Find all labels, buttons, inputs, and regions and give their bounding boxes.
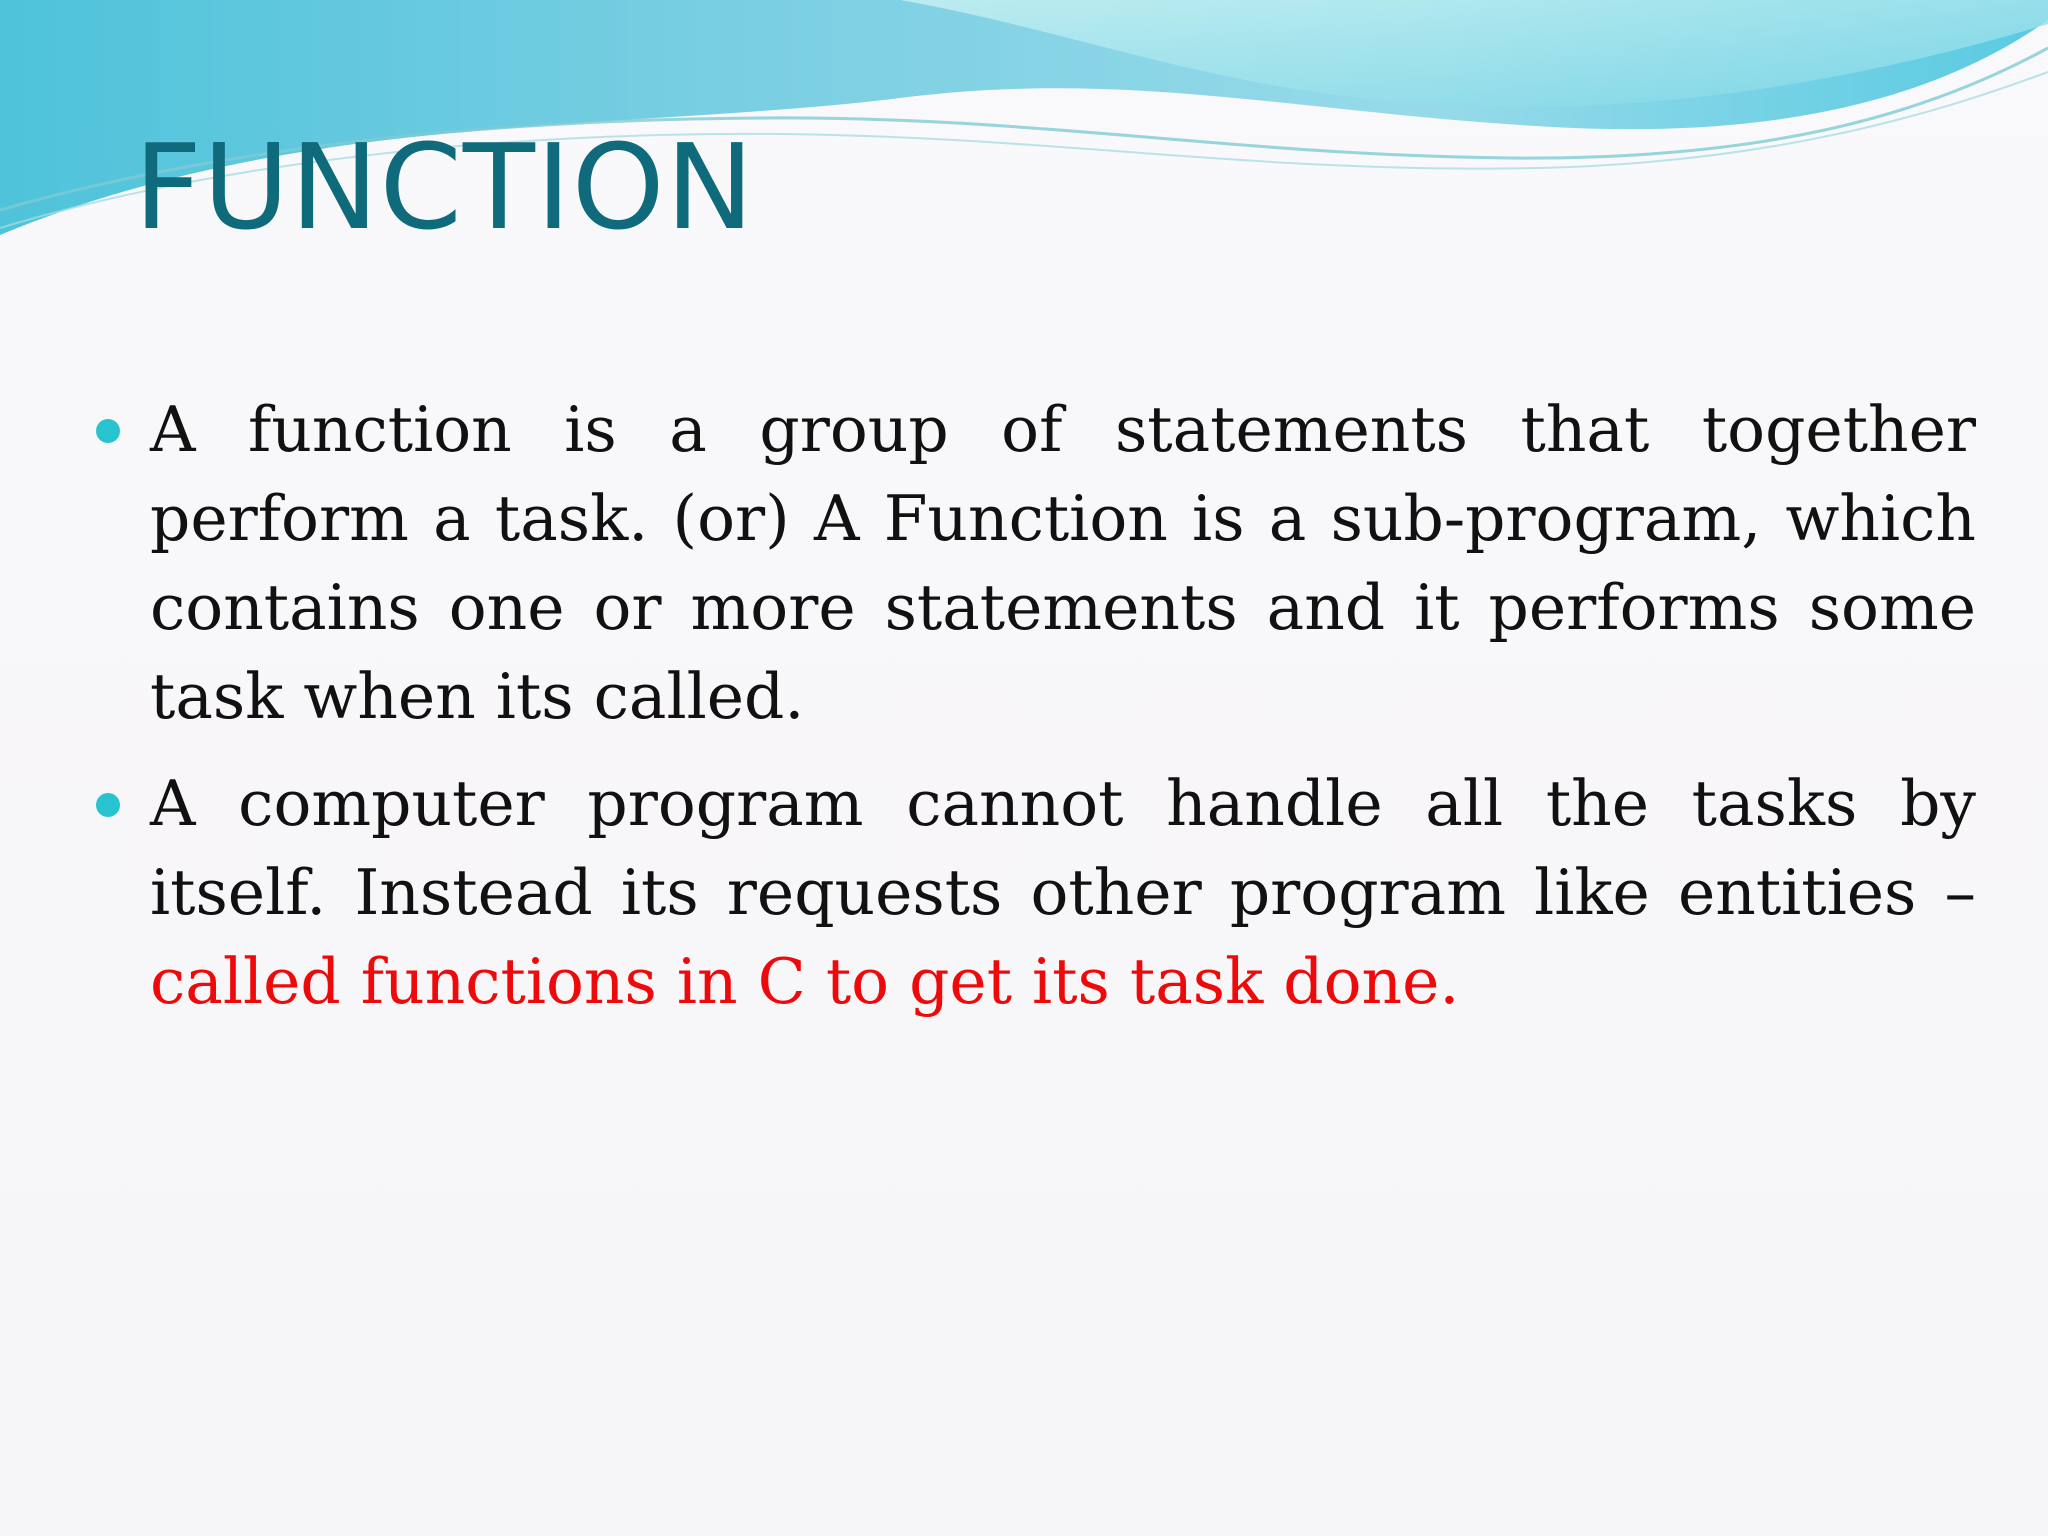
bullet-dot-icon	[96, 419, 120, 443]
bullet-item	[96, 385, 1976, 741]
bullet-normal-text: A computer program cannot handle all the tasks by itself. Instead its requests other program like entities –	[150, 767, 1976, 929]
slide-title: FUNCTION	[134, 118, 755, 256]
bullet-highlight-text: called functions in C to get its task done.	[150, 945, 1460, 1018]
bullet-dot-icon	[96, 793, 120, 817]
bullet-list	[96, 385, 1976, 1044]
bullet-text	[150, 759, 1976, 1026]
bullet-text: A function is a group of statements that together perform a task. (or) A Function is a sub-program, which contains one or more statements and it performs some task when its called.	[150, 393, 1976, 733]
bullet-item	[96, 759, 1976, 1026]
